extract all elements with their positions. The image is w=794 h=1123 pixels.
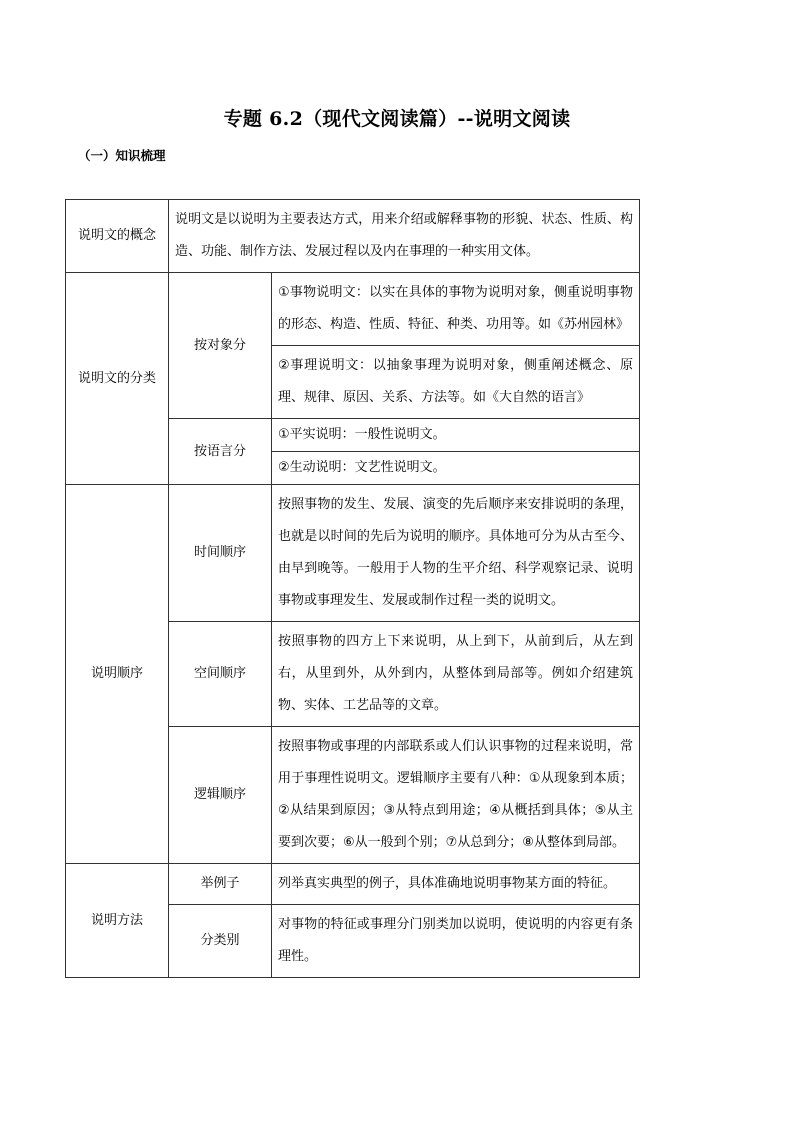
- by-object-label: 按对象分: [169, 273, 272, 419]
- logic-order-text: 按照事物或事理的内部联系或人们认识事物的过程来说明，常用于事理性说明文。逻辑顺序主要有八种：①从现象到本质；②从结果到原因；③从特点到用途；④从概括到具体；⑤从主要到次要；⑥从一般到个别；⑦从总到分；⑧从整体到局部。: [272, 727, 640, 864]
- examples-label: 举例子: [169, 864, 272, 905]
- classification-label: 说明文的分类: [66, 273, 169, 485]
- by-language-label: 按语言分: [169, 419, 272, 485]
- concept-text: 说明文是以说明为主要表达方式，用来介绍或解释事物的形貌、状态、性质、构造、功能、制作方法、发展过程以及内在事理的一种实用文体。: [169, 200, 640, 273]
- by-object-item-2: ②事理说明文：以抽象事理为说明对象，侧重阐述概念、原理、规律、原因、关系、方法等。如《大自然的语言》: [272, 346, 640, 419]
- concept-label: 说明文的概念: [66, 200, 169, 273]
- space-order-label: 空间顺序: [169, 622, 272, 727]
- row-concept: [66, 200, 640, 273]
- row-order-time: [66, 485, 640, 622]
- logic-order-label: 逻辑顺序: [169, 727, 272, 864]
- by-object-item-1: ①事物说明文：以实在具体的事物为说明对象，侧重说明事物的形态、构造、性质、特征、种类、功用等。如《苏州园林》: [272, 273, 640, 346]
- space-order-text: 按照事物的四方上下来说明，从上到下，从前到后，从左到右，从里到外，从外到内，从整体到局部等。例如介绍建筑物、实体、工艺品等的文章。: [272, 622, 640, 727]
- section-heading: （一）知识梳理: [78, 148, 166, 163]
- time-order-text: 按照事物的发生、发展、演变的先后顺序来安排说明的条理，也就是以时间的先后为说明的顺序。具体地可分为从古至今、由早到晚等。一般用于人物的生平介绍、科学观察记录、说明事物或事理发生、发展或制作过程一类的说明文。: [272, 485, 640, 622]
- page-title: 专题 6.2（现代文阅读篇）--说明文阅读: [223, 108, 571, 130]
- row-method-examples: [66, 864, 640, 905]
- methods-label: 说明方法: [66, 864, 169, 978]
- time-order-label: 时间顺序: [169, 485, 272, 622]
- order-label: 说明顺序: [66, 485, 169, 864]
- classify-text: 对事物的特征或事理分门别类加以说明，使说明的内容更有条理性。: [272, 905, 640, 978]
- by-language-item-2: ②生动说明：文艺性说明文。: [272, 452, 640, 485]
- knowledge-table: [65, 199, 640, 978]
- examples-text: 列举真实典型的例子，具体准确地说明事物某方面的特征。: [272, 864, 640, 905]
- classify-label: 分类别: [169, 905, 272, 978]
- row-classification-object-1: [66, 273, 640, 346]
- by-language-item-1: ①平实说明：一般性说明文。: [272, 419, 640, 452]
